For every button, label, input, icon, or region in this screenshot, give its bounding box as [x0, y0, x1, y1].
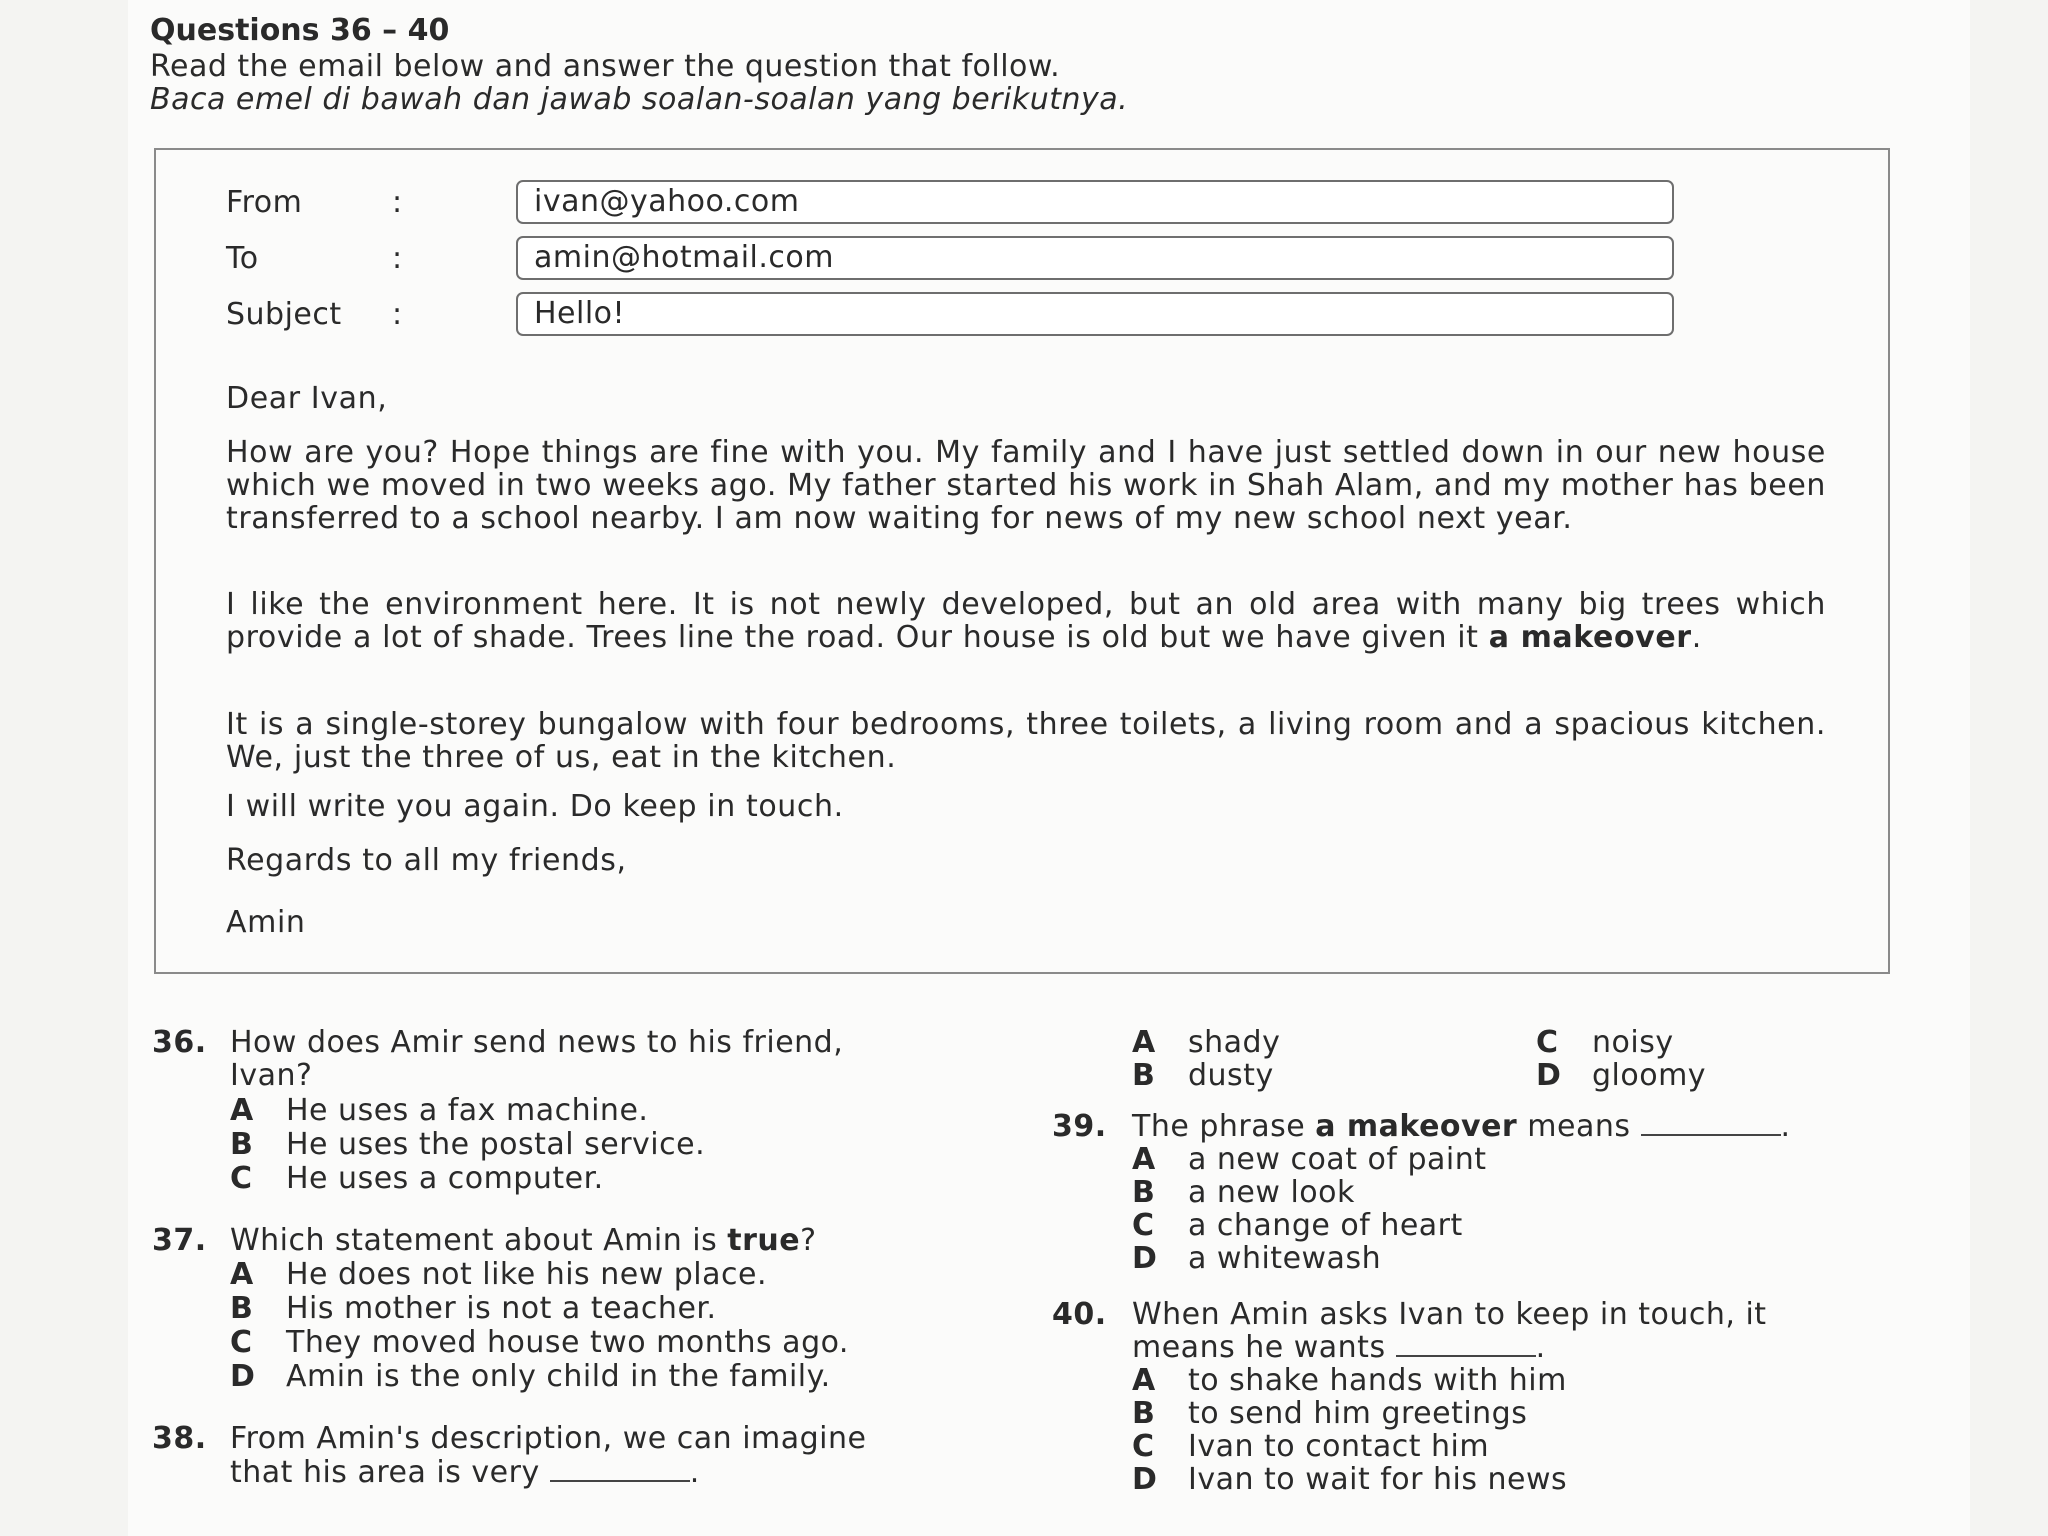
- question-36: [152, 1026, 1052, 1206]
- question-number: 37.: [152, 1223, 207, 1258]
- question-number: 36.: [152, 1025, 207, 1060]
- paragraph-3: It is a single-storey bungalow with four bedrooms, three toilets, a living room and a spacious kitchen. We, just the three of us, eat in the kitchen.: [226, 707, 1826, 775]
- paragraph-2: [226, 588, 1826, 654]
- section-title: Questions 36 – 40: [150, 13, 450, 48]
- to-field: amin@hotmail.com: [516, 236, 1674, 280]
- question-text: The phrase a makeover means .: [1132, 1109, 1791, 1144]
- question-number: 38.: [152, 1421, 207, 1456]
- signature: Amin: [226, 905, 306, 940]
- option-a[interactable]: A to shake hands with him: [1132, 1363, 1567, 1398]
- answer-blank: [1641, 1112, 1781, 1136]
- option-a[interactable]: A a new coat of paint: [1132, 1142, 1487, 1177]
- true-keyword: true: [727, 1223, 801, 1258]
- question-38: [152, 1422, 1052, 1502]
- question-text: When Amin asks Ivan to keep in touch, it: [1132, 1297, 1767, 1332]
- option-b[interactable]: B a new look: [1132, 1175, 1355, 1210]
- subject-field: Hello!: [516, 292, 1674, 336]
- to-colon: :: [392, 241, 403, 276]
- option-c[interactable]: C Ivan to contact him: [1132, 1429, 1490, 1464]
- question-text: Which statement about Amin is true?: [230, 1223, 817, 1258]
- paragraph-2-text: I like the environment here. It is not newly developed, but an old area with many big trees which provide a lot of shade. Trees line the road. Our house is old but we have given it: [226, 587, 1826, 655]
- option-d[interactable]: D Ivan to wait for his news: [1132, 1462, 1568, 1497]
- question-text: How does Amir send news to his friend,: [230, 1025, 844, 1060]
- from-label: From: [226, 185, 303, 220]
- instruction-english: Read the email below and answer the question that follow.: [150, 49, 1061, 84]
- closing: Regards to all my friends,: [226, 843, 627, 878]
- salutation: Dear Ivan,: [226, 381, 388, 416]
- to-label: To: [226, 241, 259, 276]
- option-d[interactable]: D gloomy: [1536, 1058, 1707, 1093]
- instruction-malay: Baca emel di bawah dan jawab soalan-soalan yang berikutnya.: [150, 82, 1129, 117]
- option-b[interactable]: B His mother is not a teacher.: [230, 1291, 717, 1326]
- paragraph-2-end: .: [1691, 620, 1702, 655]
- question-text-line-2: that his area is very .: [230, 1455, 700, 1490]
- question-text-line-2: means he wants .: [1132, 1330, 1546, 1365]
- option-d[interactable]: D Amin is the only child in the family.: [230, 1359, 831, 1394]
- subject-label: Subject: [226, 297, 342, 332]
- option-b[interactable]: B He uses the postal service.: [230, 1127, 706, 1162]
- option-d[interactable]: D a whitewash: [1132, 1241, 1382, 1276]
- option-c[interactable]: C He uses a computer.: [230, 1161, 604, 1196]
- question-text-line-2: Ivan?: [230, 1058, 313, 1093]
- question-number: 39.: [1052, 1109, 1107, 1144]
- email-box: [154, 148, 1890, 974]
- question-number: 40.: [1052, 1297, 1107, 1332]
- from-colon: :: [392, 185, 403, 220]
- question-40: [1052, 1298, 1912, 1508]
- question-39: [1052, 1110, 1912, 1290]
- question-text: From Amin's description, we can imagine: [230, 1421, 867, 1456]
- option-c[interactable]: C They moved house two months ago.: [230, 1325, 849, 1360]
- option-c[interactable]: C a change of heart: [1132, 1208, 1463, 1243]
- from-field: ivan@yahoo.com: [516, 180, 1674, 224]
- option-b[interactable]: B dusty: [1132, 1058, 1274, 1093]
- option-b[interactable]: B to send him greetings: [1132, 1396, 1528, 1431]
- answer-blank: [1396, 1333, 1536, 1357]
- section-header: [150, 12, 1650, 116]
- question-38-options: [1132, 1026, 1772, 1096]
- option-a[interactable]: A He does not like his new place.: [230, 1257, 768, 1292]
- makeover-phrase: a makeover: [1488, 620, 1692, 655]
- option-c[interactable]: C noisy: [1536, 1025, 1674, 1060]
- question-37: [152, 1224, 1052, 1404]
- option-a[interactable]: A He uses a fax machine.: [230, 1093, 649, 1128]
- answer-blank: [550, 1458, 690, 1482]
- paragraph-1: How are you? Hope things are fine with you. My family and I have just settled down in our new house which we moved in two weeks ago. My father started his work in Shah Alam, and my mother has been transferred to a school nearby. I am now waiting for news of my new school next year.: [226, 435, 1826, 536]
- makeover-phrase: a makeover: [1315, 1109, 1518, 1144]
- option-a[interactable]: A shady: [1132, 1025, 1281, 1060]
- paragraph-4: I will write you again. Do keep in touch.: [226, 789, 844, 824]
- subject-colon: :: [392, 297, 403, 332]
